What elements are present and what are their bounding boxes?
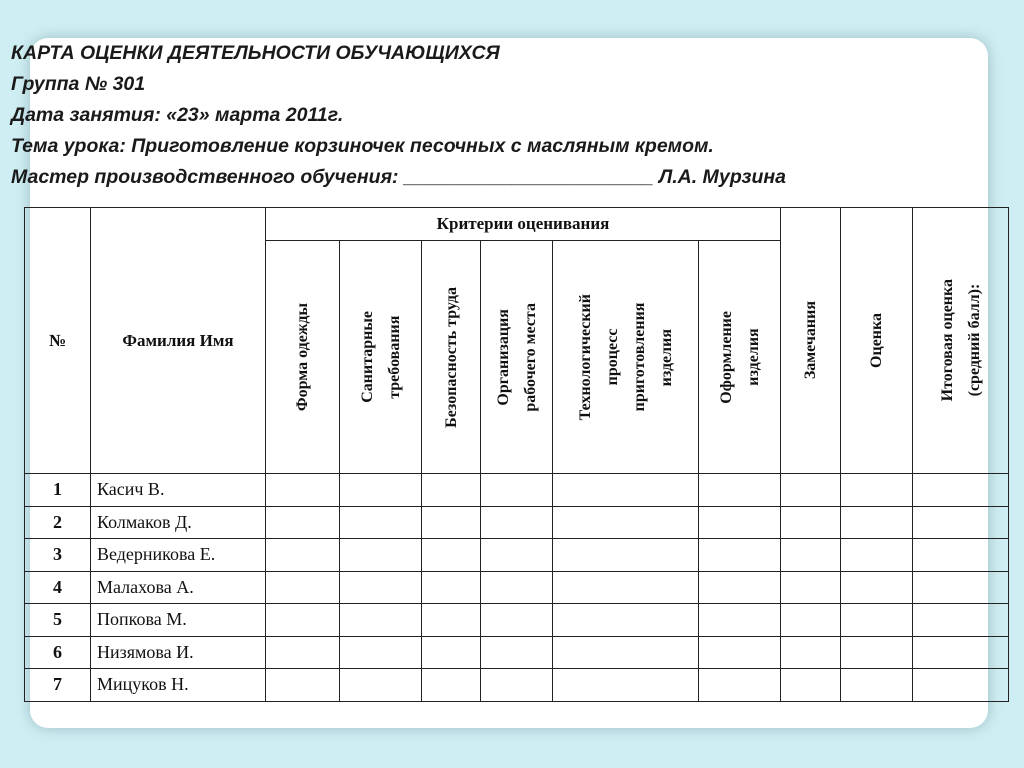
score-cell (553, 506, 699, 539)
score-cell (699, 604, 781, 637)
score-cell (266, 669, 340, 702)
criterion-header: Санитарные требования (340, 241, 422, 474)
evaluation-table (24, 207, 1009, 702)
score-cell (481, 506, 553, 539)
score-cell (781, 669, 841, 702)
document-title: КАРТА ОЦЕНКИ ДЕЯТЕЛЬНОСТИ ОБУЧАЮЩИХСЯ (11, 42, 500, 64)
score-cell (553, 636, 699, 669)
score-cell (699, 571, 781, 604)
score-cell (340, 669, 422, 702)
score-cell (841, 604, 913, 637)
criterion-header: Оформление изделия (699, 241, 781, 474)
score-cell (481, 539, 553, 572)
score-cell (481, 571, 553, 604)
score-cell (266, 474, 340, 507)
score-cell (422, 604, 481, 637)
score-cell (266, 539, 340, 572)
criterion-header: Форма одежды (266, 241, 340, 474)
score-cell (553, 474, 699, 507)
score-cell (340, 539, 422, 572)
score-cell (266, 506, 340, 539)
score-cell (841, 506, 913, 539)
score-cell (913, 539, 1009, 572)
score-cell (841, 669, 913, 702)
score-cell (913, 506, 1009, 539)
score-cell (422, 669, 481, 702)
criteria-group-header: Критерии оценивания (266, 208, 781, 241)
score-cell (781, 571, 841, 604)
criterion-header: Организация рабочего места (481, 241, 553, 474)
score-cell (781, 604, 841, 637)
score-cell (841, 636, 913, 669)
criterion-header: Технологический процесс приготовления изделия (553, 241, 699, 474)
score-cell (913, 571, 1009, 604)
score-cell (266, 571, 340, 604)
score-cell (422, 506, 481, 539)
score-cell (340, 571, 422, 604)
score-cell (553, 669, 699, 702)
table-row (25, 539, 1009, 572)
table-row (25, 571, 1009, 604)
row-number: 7 (25, 669, 91, 702)
score-cell (340, 506, 422, 539)
table-row (25, 506, 1009, 539)
group-number: Группа № 301 (11, 73, 146, 95)
score-cell (913, 474, 1009, 507)
score-cell (266, 604, 340, 637)
score-cell (553, 604, 699, 637)
score-cell (266, 636, 340, 669)
column-header-grade: Оценка (841, 208, 913, 474)
score-cell (699, 669, 781, 702)
score-cell (481, 604, 553, 637)
student-name: Колмаков Д. (91, 506, 266, 539)
score-cell (340, 636, 422, 669)
score-cell (340, 604, 422, 637)
table-row (25, 474, 1009, 507)
score-cell (481, 636, 553, 669)
column-header-remarks: Замечания (781, 208, 841, 474)
score-cell (699, 636, 781, 669)
score-cell (781, 539, 841, 572)
instructor-line: Мастер производственного обучения: _______________________ Л.А. Мурзина (11, 166, 787, 188)
score-cell (841, 474, 913, 507)
score-cell (781, 506, 841, 539)
row-number: 4 (25, 571, 91, 604)
document-header (11, 38, 1011, 193)
score-cell (422, 571, 481, 604)
student-name: Мицуков Н. (91, 669, 266, 702)
score-cell (422, 474, 481, 507)
row-number: 2 (25, 506, 91, 539)
student-name: Попкова М. (91, 604, 266, 637)
score-cell (699, 539, 781, 572)
score-cell (781, 474, 841, 507)
score-cell (422, 539, 481, 572)
table-row (25, 636, 1009, 669)
lesson-date: Дата занятия: «23» марта 2011г. (11, 104, 344, 126)
score-cell (913, 604, 1009, 637)
score-cell (913, 636, 1009, 669)
row-number: 3 (25, 539, 91, 572)
score-cell (699, 474, 781, 507)
row-number: 5 (25, 604, 91, 637)
row-number: 1 (25, 474, 91, 507)
column-header-name: Фамилия Имя (91, 208, 266, 474)
score-cell (481, 669, 553, 702)
score-cell (841, 539, 913, 572)
column-header-number: № (25, 208, 91, 474)
score-cell (422, 636, 481, 669)
score-cell (481, 474, 553, 507)
student-name: Малахова А. (91, 571, 266, 604)
score-cell (553, 539, 699, 572)
criterion-header: Безопасность труда (422, 241, 481, 474)
column-header-final: Итоговая оценка (средний балл): (913, 208, 1009, 474)
student-name: Низямова И. (91, 636, 266, 669)
score-cell (699, 506, 781, 539)
score-cell (841, 571, 913, 604)
score-cell (340, 474, 422, 507)
score-cell (913, 669, 1009, 702)
student-name: Касич В. (91, 474, 266, 507)
score-cell (553, 571, 699, 604)
table-row (25, 669, 1009, 702)
score-cell (781, 636, 841, 669)
table-row (25, 604, 1009, 637)
student-name: Ведерникова Е. (91, 539, 266, 572)
row-number: 6 (25, 636, 91, 669)
lesson-topic: Тема урока: Приготовление корзиночек песочных с масляным кремом. (11, 135, 714, 157)
